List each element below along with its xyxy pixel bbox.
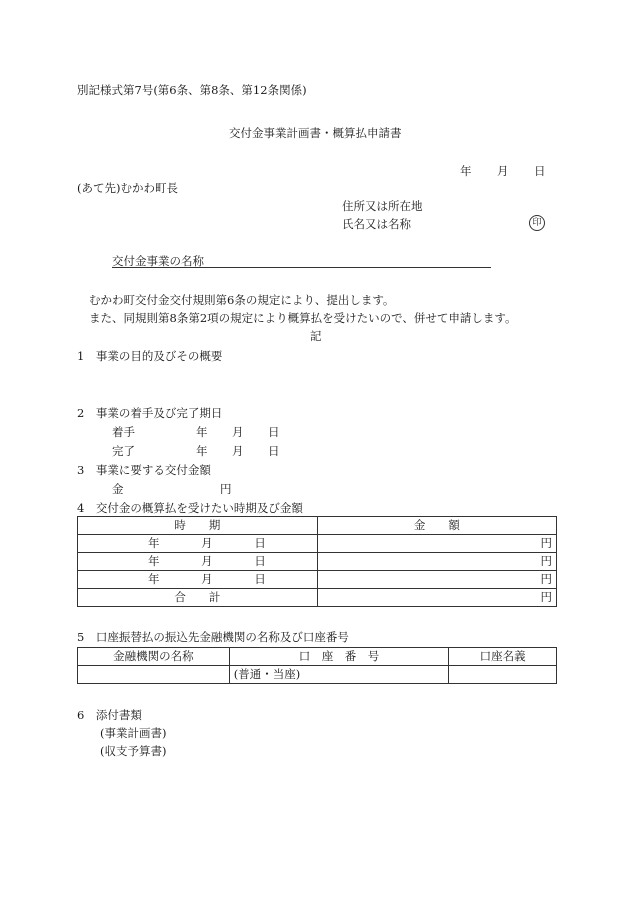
date-month-label: 月 (497, 164, 509, 178)
date-year-label: 年 (460, 164, 472, 178)
body-line-2: また、同規則第8条第2項の規定により概算払を受けたいので、併せて申請します。 (89, 311, 517, 325)
header-amount: 金 額 (317, 517, 556, 535)
start-day: 日 (268, 425, 280, 439)
section-4-heading: 4 交付金の概算払を受けたい時期及び金額 (77, 501, 303, 515)
header-holder: 口座名義 (449, 648, 557, 666)
amount-cell[interactable]: 円 (317, 535, 556, 553)
table-total-row (78, 589, 557, 607)
total-amount-cell[interactable]: 円 (317, 589, 556, 607)
account-number-cell[interactable] (229, 666, 448, 684)
attachment-2: (収支予算書) (100, 744, 167, 758)
section-5-heading: 5 口座振替払の振込先金融機関の名称及び口座番号 (77, 630, 349, 644)
body-line-1: むかわ町交付金交付規則第6条の規定により、提出します。 (89, 293, 395, 307)
section-2-heading: 2 事業の着手及び完了期日 (77, 406, 223, 420)
section-1-heading: 1 事業の目的及びその概要 (77, 349, 223, 363)
table-row (78, 535, 557, 553)
account-type: (普通・当座) (233, 667, 301, 681)
table-header-row (78, 517, 557, 535)
header-account: 口 座 番 号 (229, 648, 448, 666)
section-6-heading: 6 添付書類 (77, 708, 142, 722)
amount-cell[interactable]: 円 (317, 571, 556, 589)
ki-mark: 記 (310, 329, 322, 343)
amount-cell[interactable]: 円 (317, 553, 556, 571)
seal-mark: 印 (529, 215, 545, 231)
start-month: 月 (232, 425, 244, 439)
end-year: 年 (196, 444, 208, 458)
time-cell: 年 月 日 (78, 571, 318, 589)
time-cell: 年 月 日 (78, 553, 318, 571)
account-holder-cell[interactable] (449, 666, 557, 684)
total-label: 合 計 (78, 589, 318, 607)
header-bank: 金融機関の名称 (78, 648, 230, 666)
end-label: 完了 (112, 444, 135, 458)
time-cell: 年 月 日 (78, 535, 318, 553)
amount-yen: 円 (220, 482, 232, 496)
end-day: 日 (268, 444, 280, 458)
amount-kin: 金 (112, 482, 124, 496)
start-year: 年 (196, 425, 208, 439)
section-3-heading: 3 事業に要する交付金額 (77, 463, 211, 477)
recipient: (あて先)むかわ町長 (77, 181, 178, 195)
project-name-underline (112, 267, 491, 268)
address-label: 住所又は所在地 (342, 199, 423, 213)
form-number: 別記様式第7号(第6条、第8条、第12条関係) (77, 83, 307, 97)
bank-account-table (77, 647, 557, 684)
name-label: 氏名又は名称 (342, 217, 411, 231)
page-title: 交付金事業計画書・概算払申請書 (229, 126, 402, 140)
table-row (78, 571, 557, 589)
table-row (78, 666, 557, 684)
date-day-label: 日 (534, 164, 546, 178)
end-month: 月 (232, 444, 244, 458)
bank-name-cell[interactable] (78, 666, 230, 684)
attachment-1: (事業計画書) (100, 726, 167, 740)
start-label: 着手 (112, 425, 135, 439)
header-time: 時 期 (78, 517, 318, 535)
project-name-label: 交付金事業の名称 (112, 254, 204, 268)
advance-payment-table (77, 516, 557, 607)
table-row (78, 553, 557, 571)
table-header-row (78, 648, 557, 666)
